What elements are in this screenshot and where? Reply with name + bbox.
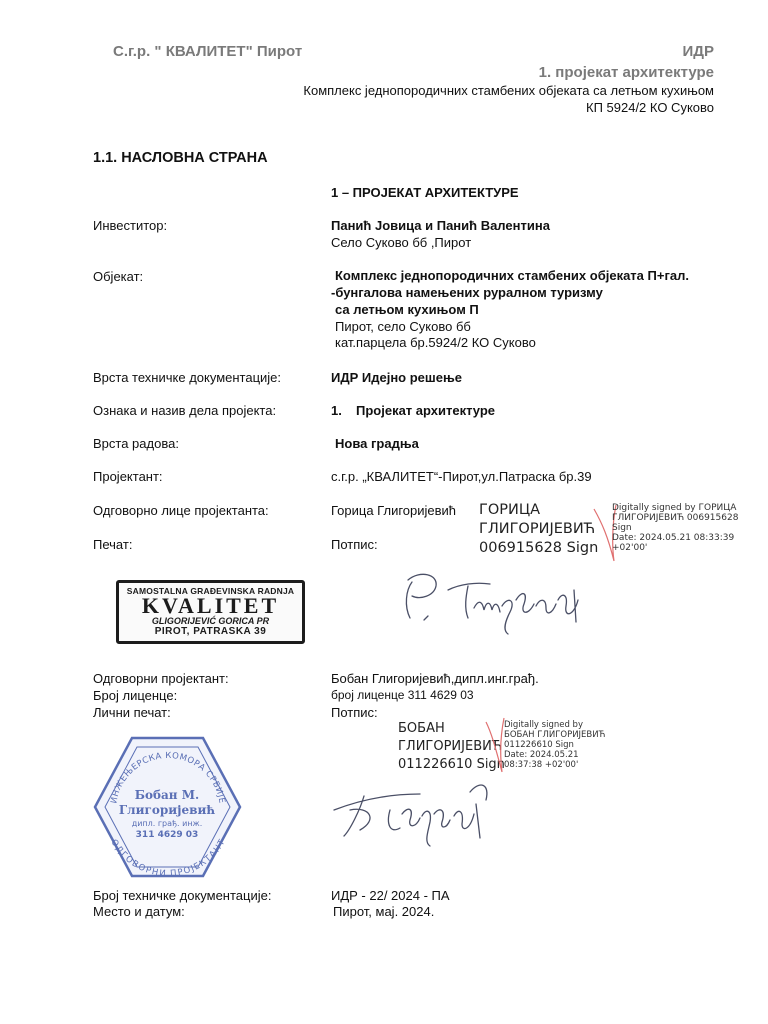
signature1-info-line4: Date: 2024.05.21 08:33:39	[612, 533, 735, 543]
resp-person-label: Одговорно лице пројектанта:	[93, 503, 269, 518]
investor-address: Село Суково бб ,Пирот	[331, 235, 472, 250]
signature2-info-line3: 011226610 Sign	[504, 740, 574, 750]
part-number: 1.	[331, 403, 342, 418]
signature1-name-line2: ГЛИГОРИЈЕВИЋ	[479, 521, 596, 537]
engineer-stamp	[90, 732, 245, 882]
object-line-2: -бунгалова намењених руралном туризму	[331, 285, 603, 300]
signature1-info-line3: Sign	[612, 523, 632, 533]
project-header: 1. пројекат архитектуре	[538, 64, 714, 81]
subtitle: 1 – ПРОЈЕКАТ АРХИТЕКТУРЕ	[331, 185, 519, 200]
personal-stamp-label: Лични печат:	[93, 705, 171, 720]
handwritten-signature-2	[330, 770, 510, 850]
company-header: С.г.р. " КВАЛИТЕТ" Пирот	[113, 43, 303, 60]
signature2-info-line5: 08:37:38 +02'00'	[504, 760, 579, 770]
object-line-3: са летњом кухињом П	[335, 302, 479, 317]
company-stamp	[116, 580, 305, 644]
company-stamp-line2: KVALITET	[141, 593, 280, 618]
parcel-header: КП 5924/2 КО Суково	[586, 100, 714, 115]
doc-kind-label: Врста техничке документације:	[93, 370, 282, 385]
signature1-name-line1: ГОРИЦА	[479, 502, 541, 518]
works-value: Нова градња	[335, 436, 419, 451]
engineer-stamp-title: дипл. грађ. инж.	[131, 819, 203, 828]
stamp-label: Печат:	[93, 537, 133, 552]
doc-number-value: ИДР - 22/ 2024 - ПА	[331, 888, 450, 903]
object-line-5: кат.парцела бр.5924/2 КО Суково	[335, 335, 536, 350]
designer-label: Пројектант:	[93, 469, 163, 484]
sign-label-2: Потпис:	[331, 705, 378, 720]
signature1-info-line5: +02'00'	[612, 543, 648, 553]
works-label: Врста радова:	[93, 436, 179, 451]
engineer-stamp-bottom-text: ОДГОВОРНИ ПРОЈЕКТАНТ	[108, 837, 228, 880]
company-stamp-line4: PIROT, PATRASKA 39	[154, 626, 267, 637]
signature2-info-line1: Digitally signed by	[504, 720, 583, 730]
signature1-name	[479, 501, 598, 558]
signature2-info	[504, 720, 605, 770]
designer-value: с.г.р. „КВАЛИТЕТ“-Пирот,ул.Патраска бр.39	[331, 469, 592, 484]
investor-name: Панић Јовица и Панић Валентина	[331, 218, 550, 233]
complex-header: Комплекс једнопородичних стамбених објеката са летњом кухињом	[303, 83, 714, 98]
handwritten-signature-1	[398, 560, 588, 640]
signature1-info-line2: ГЛИГОРИЈЕВИЋ 006915628	[612, 513, 739, 523]
signature2-name-line2: ГЛИГОРИЈЕВИЋ	[398, 739, 503, 754]
object-line-1: Комплекс једнопородичних стамбених објеката П+гал.	[335, 268, 689, 283]
resp-designer-value: Бобан Глигоријевић,дипл.инг.грађ.	[331, 671, 539, 686]
signature1-name-line3: 006915628 Sign	[479, 540, 599, 556]
company-stamp-line1: SAMOSTALNA GRAĐEVINSKA RADNJA	[126, 586, 295, 596]
company-stamp-line3: GLIGORIJEVIĆ GORICA PR	[151, 616, 270, 626]
engineer-stamp-name2: Глигоријевић	[118, 803, 216, 817]
signature2-name-line3: 011226610 Sign	[398, 757, 505, 772]
doc-type-header: ИДР	[682, 43, 714, 60]
doc-number-label: Број техничке документације:	[93, 888, 272, 903]
engineer-stamp-top-text: ИНЖЕЊЕРСКА КОМОРА СРБИЈЕ	[109, 750, 227, 805]
place-date-label: Место и датум:	[93, 904, 185, 919]
signature2-info-line4: Date: 2024.05.21	[504, 750, 579, 760]
part-value: Пројекат архитектуре	[356, 403, 496, 418]
license-value: број лиценце 311 4629 03	[331, 688, 474, 702]
engineer-stamp-name1: Бобан М.	[134, 788, 200, 802]
doc-kind-value: ИДР Идејно решење	[331, 370, 462, 385]
resp-designer-label: Одговорни пројектант:	[93, 671, 229, 686]
license-label: Број лиценце:	[93, 688, 178, 703]
signature2-info-line2: БОБАН ГЛИГОРИЈЕВИЋ	[504, 730, 606, 740]
object-label: Објекат:	[93, 269, 144, 284]
object-line-4: Пирот, село Суково бб	[335, 319, 471, 334]
signature2-name-line1: БОБАН	[398, 721, 445, 736]
part-label: Ознака и назив дела пројекта:	[93, 403, 277, 418]
sign-label: Потпис:	[331, 537, 378, 552]
investor-label: Инвеститор:	[93, 218, 168, 233]
engineer-stamp-number: 311 4629 03	[135, 830, 199, 840]
signature1-info-line1: Digitally signed by ГОРИЦА	[612, 503, 737, 513]
section-title: 1.1. НАСЛОВНА СТРАНА	[93, 150, 268, 166]
signature2-check-mark-icon	[484, 716, 506, 776]
place-date-value: Пирот, мај. 2024.	[333, 904, 435, 919]
signature1-info	[612, 503, 738, 553]
resp-person-value: Горица Глигоријевић	[331, 503, 457, 518]
